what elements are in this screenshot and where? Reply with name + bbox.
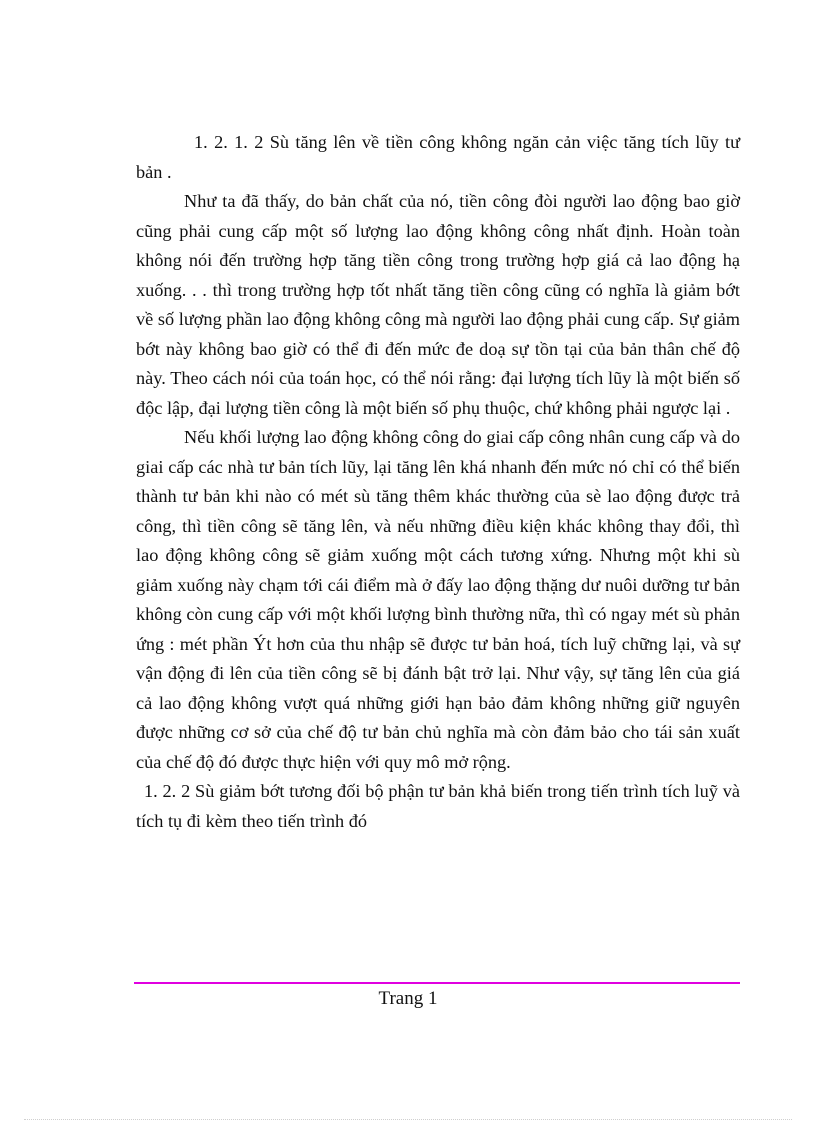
footer-divider (134, 982, 740, 984)
paragraph-accumulation-reaction: Nếu khối lượng lao động không công do giai cấp công nhân cung cấp và do giai cấp các nhà tư bản tích lũy, lại tăng lên khá nhanh đến mức nó chỉ có thể biến thành tư bản khi nào có mét sù tăng thêm khác thường của sè lao động được trả công, thì tiền công sẽ tăng lên, và nếu những điều kiện khác không thay đổi, thì lao động không công sẽ giảm xuống một cách tương xứng. Nhưng một khi sù giảm xuống này chạm tới cái điểm mà ở đấy lao động thặng dư nuôi dưỡng tư bản không còn cung cấp với một khối lượng bình thường nữa, thì có ngay mét sù phản ứng : mét phần Ýt hơn của thu nhập sẽ được tư bản hoá, tích luỹ chững lại, và sự vận động đi lên của tiền công sẽ bị đánh bật trở lại. Như vậy, sự tăng lên của giá cả lao động không vượt quá những giới hạn bảo đảm không những giữ nguyên được những cơ sở của chế độ tư bản chủ nghĩa mà còn đảm bảo cho tái sản xuất của chế độ đó được thực hiện với quy mô mở rộng. (136, 427, 740, 772)
page-edge-divider (24, 1119, 792, 1120)
section-heading-1-2-1-2: 1. 2. 1. 2 Sù tăng lên về tiền công không ngăn cản việc tăng tích lũy tư bản . (136, 132, 740, 182)
page-number: Trang 1 (378, 988, 438, 1009)
paragraph-wages-unpaid-labor: Như ta đã thấy, do bản chất của nó, tiền công đòi người lao động bao giờ cũng phải cung cấp một số lượng lao động không công nhất định. Hoàn toàn không nói đến trường hợp tăng tiền công trong trường hợp giá cả lao động hạ xuống. . . thì trong trường hợp tốt nhất tăng tiền công cũng có nghĩa là giảm bớt về số lượng phần lao động không công mà người lao động phải cung cấp. Sự giảm bớt này không bao giờ có thể đi đến mức đe doạ sự tồn tại của bản thân chế độ này. Theo cách nói của toán học, có thể nói rằng: đại lượng tích lũy là một biến số độc lập, đại lượng tiền công là một biến số phụ thuộc, chứ không phải ngược lại . (136, 191, 740, 418)
section-heading-1-2-2: 1. 2. 2 Sù giảm bớt tương đối bộ phận tư bản khả biến trong tiến trình tích luỹ và tích tụ đi kèm theo tiến trình đó (136, 781, 740, 831)
page-body (136, 128, 740, 836)
